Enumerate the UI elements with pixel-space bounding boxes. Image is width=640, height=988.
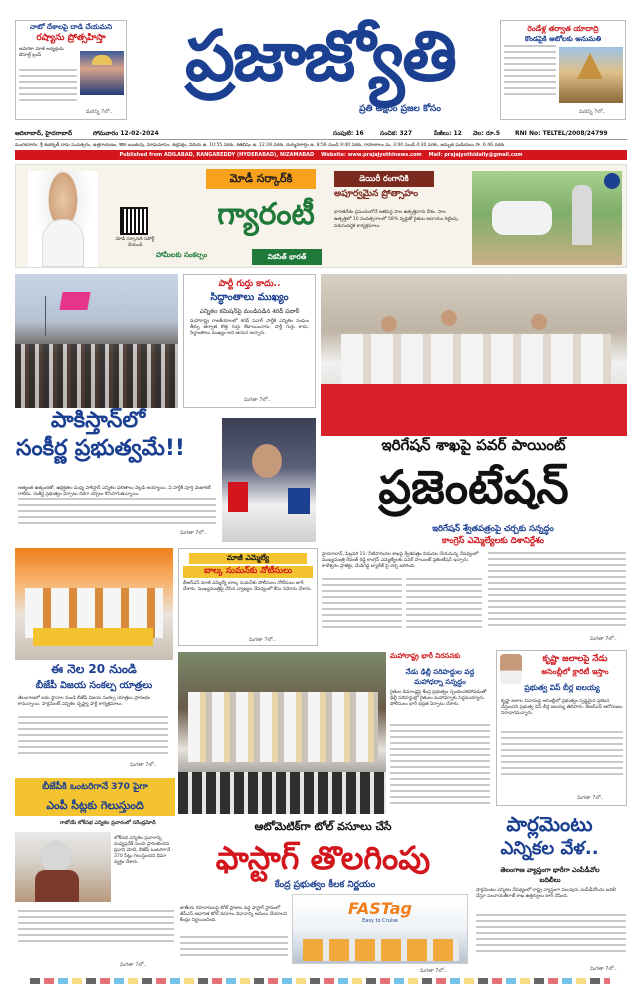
mla-notice-kicker: మాజీ ఎమ్మెల్యే [189, 553, 307, 564]
krishna-body: కృష్ణా జలాల వివాదంపై అసెంబ్లీలో ప్రభుత్వం స్పష్టమైన ప్రకటన చేస్తుందని ప్రభుత్వ విప్ బీర్ల ఐలయ్య తెలిపారు. బీఆర్ఎస్ ఆరోపణలు నిరాధారమన్నారు. [501, 699, 623, 716]
irrigation-headline: ప్రజెంటేషన్ [378, 460, 569, 514]
fastag-logo-sub: Easy to Cruise [362, 918, 398, 924]
party-symbol-byline: మిగతా 7లో.. [244, 397, 271, 403]
mla-notice-box[interactable] [178, 548, 318, 646]
farmers-headline-1: నేడు ఢిల్లీ సరిహద్దుల వద్ద [405, 668, 475, 676]
right-teaser-byline: మరిన్ని 7లో.. [579, 109, 606, 115]
dateline-rni: RNI No: TELTEL/2008/24799 [515, 130, 608, 137]
left-teaser-box[interactable] [15, 20, 127, 120]
right-teaser-headline-2: కొండపైకి ఆటోలకు అనుమతి [524, 35, 602, 43]
rally-photo [15, 274, 178, 408]
bjp-yatra-body: తెలంగాణలో ఐదు స్థానాల నుండి బీజేపీ విజయ సంకల్ప యాత్రలు ప్రారంభం కానున్నాయి. పార్లమెంట్ ఎన్నికల దృష్ట్యా పార్టీ కార్యక్రమాలు. [18, 696, 150, 707]
modi-portrait [28, 171, 98, 267]
pakistan-headline-1: పాకిస్తాన్‌లో [50, 408, 146, 433]
newspaper-slogan: ప్రతి అక్షరం ప్రజల కోసం [359, 104, 441, 114]
krishna-box[interactable] [496, 650, 627, 806]
irrigation-deck-2: కాంగ్రెస్ ఎమ్మెల్యేలకు దిశానిర్దేశం [441, 536, 544, 546]
modi-speech-photo [15, 832, 111, 902]
temple-photo [559, 47, 623, 103]
parliament-subhead: తెలంగాణ వ్యాప్తంగా భారీగా ఎంపీడీవోల బదిలీలు [500, 866, 600, 884]
dairy-photo [472, 171, 622, 265]
cabinet-meeting-photo [321, 274, 627, 436]
bjp-yatra-byline: మిగతా 7లో.. [130, 762, 157, 768]
party-symbol-headline: సిద్ధాంతాలు ముఖ్యం [210, 292, 289, 303]
panchangam-strip: మంగళవారం: శ్రీ శుభకృత్ నామ సంవత్సరం, ఉత్తరాయణం, శిశిర ఋతువు, మాఘమాసం, శుక్లపక్షం, విదియ ఉ. 10:55 వరకు, శతభిషం ఉ. 12:28 వరకు, దుర్ముహూర్తం ఉ. 8:56 నుండి 9:40 వరకు, రాహుకాలం మ. 3:00 నుండి 4:30 వరకు, అమృత ఘడియలు సా. 6:46 వరకు [15, 143, 505, 148]
left-teaser-subhead: అమెరికా మాజీ అధ్యక్షుడు డొనాల్డ్ ట్రంప్ [19, 47, 64, 58]
right-teaser-headline-1: రెండేళ్ల తర్వాత యాదాద్రి [527, 24, 599, 33]
farmers-kicker: మహారాష్ట్ర భారీ నిరసనకు [390, 652, 461, 660]
bjp-yatra-headline-1: ఈ నెల 20 నుండి [51, 662, 137, 676]
left-teaser-headline-1: నాటో దేశాలపై దాడి చేయమని [29, 23, 112, 31]
irrigation-byline: మిగతా 7లో.. [590, 636, 617, 642]
advert-right-sub: అపూర్వమైన ప్రోత్సాహం [334, 189, 419, 199]
color-registration-strip [30, 978, 610, 984]
dateline-volume: సంపుటి: 16 [333, 130, 364, 137]
fastag-headline: ఫాస్టాగ్ తొలగింపు [215, 839, 431, 877]
advert-right-title: డెయిరీ రంగానికి [334, 171, 434, 187]
parliament-byline: మిగతా 7లో.. [590, 966, 617, 972]
pakistan-headline-2: సంకీర్ణ ప్రభుత్వమే!! [16, 436, 185, 461]
left-teaser-byline: మరిన్ని 7లో.. [86, 109, 113, 115]
bjp-370-byline: మిగతా 7లో.. [120, 962, 147, 968]
right-teaser-box[interactable] [500, 20, 626, 120]
farmers-body: రైతుల డిమాండ్లపై కేంద్ర ప్రభుత్వం స్పందించకపోవడంతో ఢిల్లీ సరిహద్దుల్లో రైతులు మహాధర్నాకు సిద్ధమయ్యారు. పోలీసులు భారీ భద్రత ఏర్పాటు చేశారు. [390, 690, 487, 707]
farmers-headline-2: మహాధర్నా సన్నద్ధం [414, 678, 466, 686]
dateline-price: వెల: రూ.5 [473, 130, 501, 137]
advert-scan-text: మోడీ సర్కారుకి సపోర్ట్ చేయండి [115, 237, 155, 248]
advert-headline-top: మోడీ సర్కార్‌కి [206, 169, 316, 189]
advert-label-1: హామీలకు సంకల్పం [156, 251, 208, 259]
bjp-370-body: లోక్‌సభ ఎన్నికల ప్రచారాన్ని మధ్యప్రదేశ్ నుంచి ప్రారంభించిన ప్రధాని మోదీ, బీజేపీ ఒంటరిగానే 370 సీట్లు గెలుస్తుందని ధీమా వ్యక్తం చేశారు. [114, 836, 171, 865]
party-symbol-box[interactable] [183, 274, 316, 408]
parliament-body: పార్లమెంటు ఎన్నికల నేపథ్యంలో రాష్ట్ర వ్యాప్తంగా పలువురు ఎంపీడీవోలను బదిలీ చేస్తూ పంచాయతీరాజ్ శాఖ ఉత్తర్వులు జారీ చేసింది. [476, 888, 616, 899]
party-symbol-body: మహారాష్ట్ర రాజకీయాలలో శరద్ పవార్ పార్టీకి ఎన్నికల సంఘం తీర్పు తర్వాత కొత్త గుర్తు కేటాయించారు. పార్టీ గుర్తు కాదు, సిద్ధాంతాలు ముఖ్యం అని ఆయన అన్నారు. [190, 319, 309, 336]
bjp-370-subhead: రాబోయే లోక్‌సభ ఎన్నికల ప్రచారంలో నరేంద్రమోదీ [60, 820, 156, 826]
irrigation-kicker: ఇరిగేషన్ శాఖపై పవర్ పాయింట్ [381, 436, 566, 454]
krishna-headline-1: కృష్ణా జలాలపై నేడు [542, 654, 608, 664]
krishna-headline-3: ప్రభుత్వ విప్ బీర్ల ఐలయ్య [524, 683, 600, 692]
trump-photo [80, 51, 124, 95]
fastag-byline: మిగతా 7లో.. [420, 968, 447, 974]
masthead [0, 0, 640, 128]
mla-notice-body: బీఆర్ఎస్ మాజీ ఎమ్మెల్యే బాల్క సుమన్‌కు పోలీసులు నోటీసులు జారీ చేశారు. ముఖ్యమంత్రిపై చేసిన వ్యాఖ్యల నేపథ్యంలో కేసు నమోదు చేశారు. [183, 581, 312, 592]
fastag-deck: కేంద్ర ప్రభుత్వం కీలక నిర్ణయం [274, 880, 376, 890]
parliament-headline-1: పార్లమెంటు [506, 812, 593, 836]
publication-strip: Published from ADILABAD, RANGAREDDY (HYDERABAD), NIZAMABAD Website: www.prajajyothinews.com Mail: prajajyothidaily@gmail.com [15, 150, 627, 160]
party-symbol-subhead: ఎన్నికల కమిషన్‌పై మండిపడిన శరద్ పవార్ [199, 308, 300, 315]
advertisement-banner[interactable] [15, 164, 627, 268]
bjp-370-headline-1: బీజేపీకి ఒంటరిగానే 370 పైగా [15, 778, 175, 796]
fastag-logo: FASTag [347, 899, 413, 918]
mla-notice-byline: మిగతా 7లో.. [249, 637, 276, 643]
parliament-headline-2: ఎన్నికల వేళ.. [500, 838, 599, 859]
krishna-portrait [500, 654, 522, 684]
qr-code[interactable] [122, 209, 146, 233]
advert-label-2: వికసిత్ భారత్ [252, 249, 322, 265]
newspaper-logo: ప్రజాజ్యోతి [185, 15, 455, 97]
fastag-body: జాతీయ రహదారులపై టోల్ ప్లాజాల వద్ద ఫాస్టాగ్ స్థానంలో జీపీఎస్ ఆధారిత టోల్ వసూలు విధానాన్ని అమలు చేయాలని కేంద్రం నిర్ణయించింది. [180, 906, 287, 923]
dateline-date: సోమవారం 12-02-2024 [93, 130, 159, 137]
left-teaser-headline-2: రష్యాను ప్రోత్సహిస్తా [36, 33, 106, 43]
pakistan-byline: మిగతా 7లో.. [180, 530, 207, 536]
dateline-bar [15, 128, 627, 140]
party-symbol-kicker: పార్టీ గుర్తు కాదు.. [218, 279, 281, 289]
bjp-leaders-photo [15, 548, 173, 660]
sharad-pawar-photo [222, 418, 316, 542]
krishna-byline: మిగతా 7లో.. [577, 795, 604, 801]
pakistan-body: అత్యంత ఉత్కంఠతో, ఉద్రిక్తతల మధ్య పాకిస్తాన్ ఎన్నికల ఫలితాలు వెల్లడి అయ్యాయి. ఏ పార్టీకీ పూర్తి మెజారిటీ రాలేదు. సంకీర్ణ ప్రభుత్వం ఏర్పాటు దిశగా చర్చలు కొనసాగుతున్నాయి. [18, 486, 211, 497]
bjp-yatra-headline-2: బీజేపీ విజయ సంకల్ప యాత్రలు [35, 680, 153, 691]
krishna-headline-2: అసెంబ్లీలో క్లారిటీ ఇస్తాం [541, 667, 609, 676]
bjp-370-headline-2: ఎంపీ సీట్లకు గెలుస్తుంది [15, 796, 175, 816]
dateline-pages: పేజీలు: 12 [434, 130, 462, 137]
fastag-kicker: ఆటోమెటిక్‌గా టోల్ వసూలు చేసే [254, 820, 392, 833]
mla-notice-headline: బాల్క సుమన్‌కు నోటీసులు [183, 566, 313, 578]
farmers-protest-photo [178, 652, 386, 814]
dateline-city: ఆదిలాబాద్, హైదరాబాద్ [15, 130, 73, 137]
dateline-issue: సంచిక: 327 [380, 130, 412, 137]
irrigation-body: హైదరాబాద్, ఫిబ్రవరి 11: నీటిపారుదల శాఖపై శ్వేతపత్రం విడుదల చేయనున్న నేపథ్యంలో ముఖ్యమంత్రి రేవంత్ రెడ్డి కాంగ్రెస్ ఎమ్మెల్యేలకు పవర్ పాయింట్ ప్రజెంటేషన్ ఇచ్చారు. కాళేశ్వరం ప్రాజెక్టు, మేడిగడ్డ బ్యారేజ్ పై చర్చ జరిగింది. [322, 552, 479, 569]
irrigation-deck-1: ఇరిగేషన్ శ్వేతపత్రంపై చర్చకు సన్నద్ధం [432, 524, 554, 534]
advert-right-body: భారతదేశం ప్రపంచంలోనే అతిపెద్ద పాల ఉత్పత్తిదారు దేశం. పాల ఉత్పత్తిలో 10 సంవత్సరాలలో 58% వృద్ధితో రైతుల ఆదాయం రెట్టింపు. పశుసంవర్ధక కార్యక్రమాలు. [334, 210, 460, 229]
fastag-logo-box [292, 894, 468, 964]
advert-headline-main: గ్యారంటీ [217, 197, 315, 232]
